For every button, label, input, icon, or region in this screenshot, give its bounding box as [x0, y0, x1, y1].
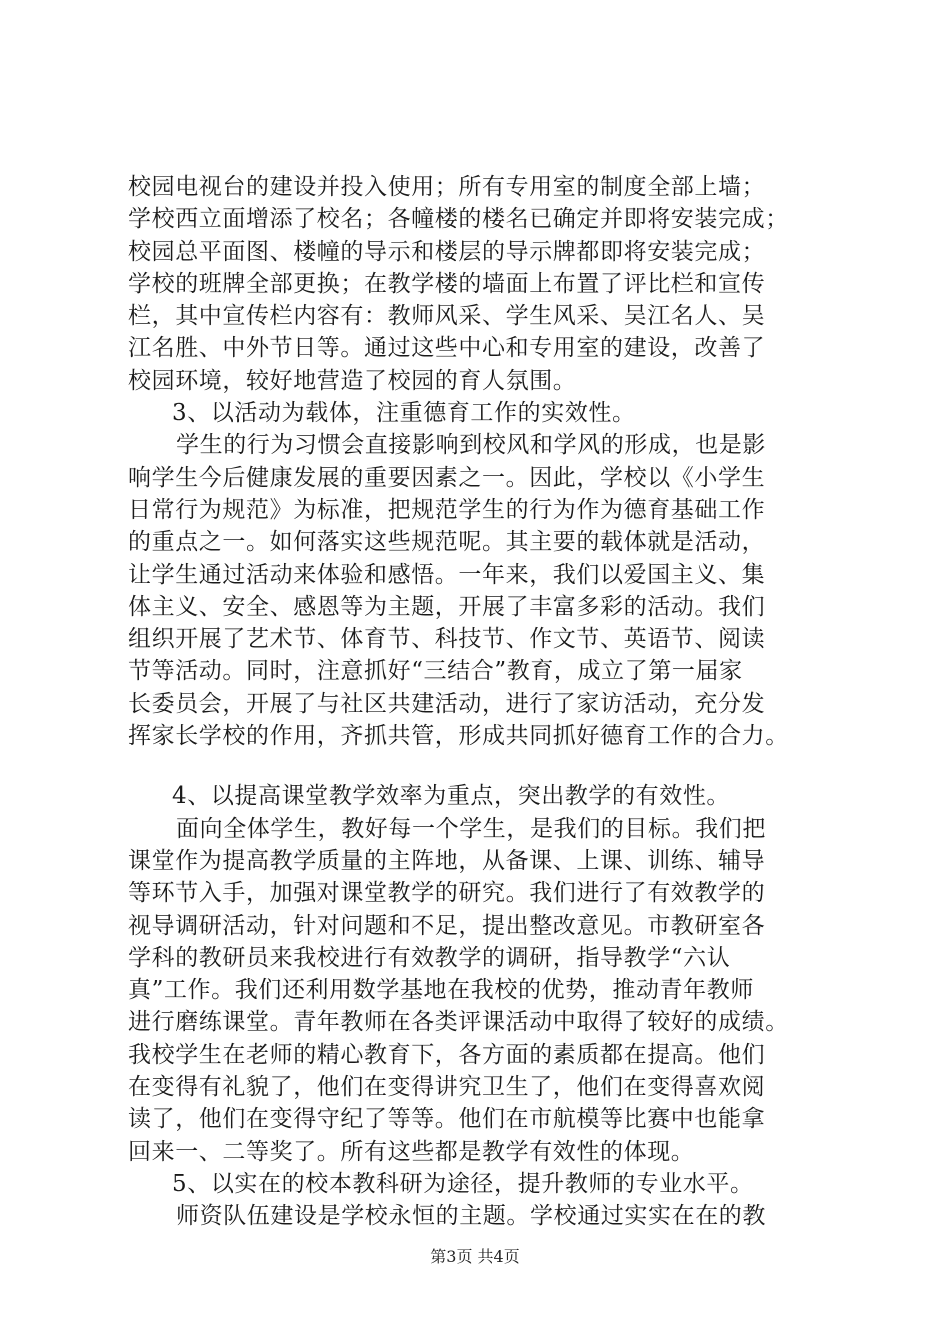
text-line: 我校学生在老师的精心教育下，各方面的素质都在提高。他们	[128, 1041, 766, 1068]
text-line: 江名胜、中外节日等。通过这些中心和专用室的建设，改善了	[128, 335, 766, 362]
text-line: 视导调研活动，针对问题和不足，提出整改意见。市教研室各	[128, 912, 766, 939]
text-line: 学校西立面增添了校名；各幢楼的楼名已确定并即将安装完成；	[128, 206, 789, 233]
section-heading: 3、以活动为载体，注重德育工作的实效性。	[172, 400, 636, 427]
text-line: 读了，他们在变得守纪了等等。他们在市航模等比赛中也能拿	[128, 1106, 766, 1133]
text-line: 进行磨练课堂。青年教师在各类评课活动中取得了较好的成绩。	[128, 1009, 789, 1036]
text-line: 校园总平面图、楼幢的导示和楼层的导示牌都即将安装完成；	[128, 238, 766, 265]
text-line: 挥家长学校的作用，齐抓共管，形成共同抓好德育工作的合力。	[128, 723, 789, 750]
text-line: 组织开展了艺术节、体育节、科技节、作文节、英语节、阅读	[128, 626, 766, 653]
paragraph-gap	[128, 752, 840, 780]
text-line: 校园环境，较好地营造了校园的育人氛围。	[128, 367, 577, 394]
text-line: 面向全体学生，教好每一个学生，是我们的目标。我们把	[176, 815, 766, 842]
text-line: 学科的教研员来我校进行有效教学的调研，指导教学“六认	[128, 944, 731, 971]
page-number-footer: 第3页 共4页	[430, 1247, 520, 1266]
text-line: 师资队伍建设是学校永恒的主题。学校通过实实在在的教	[176, 1203, 766, 1230]
text-line: 节等活动。同时，注意抓好“三结合”教育，成立了第一届家	[128, 658, 743, 685]
text-line: 响学生今后健康发展的重要因素之一。因此，学校以《小学生	[128, 464, 766, 491]
text-line: 学校的班牌全部更换；在教学楼的墙面上布置了评比栏和宣传	[128, 270, 766, 297]
section-heading: 5、以实在的校本教科研为途径，提升教师的专业水平。	[172, 1170, 754, 1197]
text-line: 校园电视台的建设并投入使用；所有专用室的制度全部上墙；	[128, 174, 766, 200]
text-line: 体主义、安全、感恩等为主题，开展了丰富多彩的活动。我们	[128, 593, 766, 620]
text-line: 长委员会，开展了与社区共建活动，进行了家访活动，充分发	[128, 690, 766, 717]
text-line: 日常行为规范》为标准，把规范学生的行为作为德育基础工作	[128, 496, 766, 523]
text-line: 栏，其中宣传栏内容有：教师风采、学生风采、吴江名人、吴	[128, 303, 766, 330]
text-line: 在变得有礼貌了，他们在变得讲究卫生了，他们在变得喜欢阅	[128, 1074, 766, 1101]
text-line: 课堂作为提高教学质量的主阵地，从备课、上课、训练、辅导	[128, 847, 766, 874]
text-line: 学生的行为习惯会直接影响到校风和学风的形成，也是影	[176, 432, 766, 459]
text-line: 的重点之一。如何落实这些规范呢。其主要的载体就是活动，	[128, 529, 766, 556]
text-line: 回来一、二等奖了。所有这些都是教学有效性的体现。	[128, 1138, 695, 1165]
text-line: 让学生通过活动来体验和感悟。一年来，我们以爱国主义、集	[128, 561, 766, 588]
text-line: 真”工作。我们还利用数学基地在我校的优势，推动青年教师	[128, 977, 754, 1004]
text-line: 等环节入手，加强对课堂教学的研究。我们进行了有效教学的	[128, 880, 766, 907]
section-heading: 4、以提高课堂教学效率为重点，突出教学的有效性。	[172, 783, 731, 810]
document-body	[128, 171, 840, 1233]
